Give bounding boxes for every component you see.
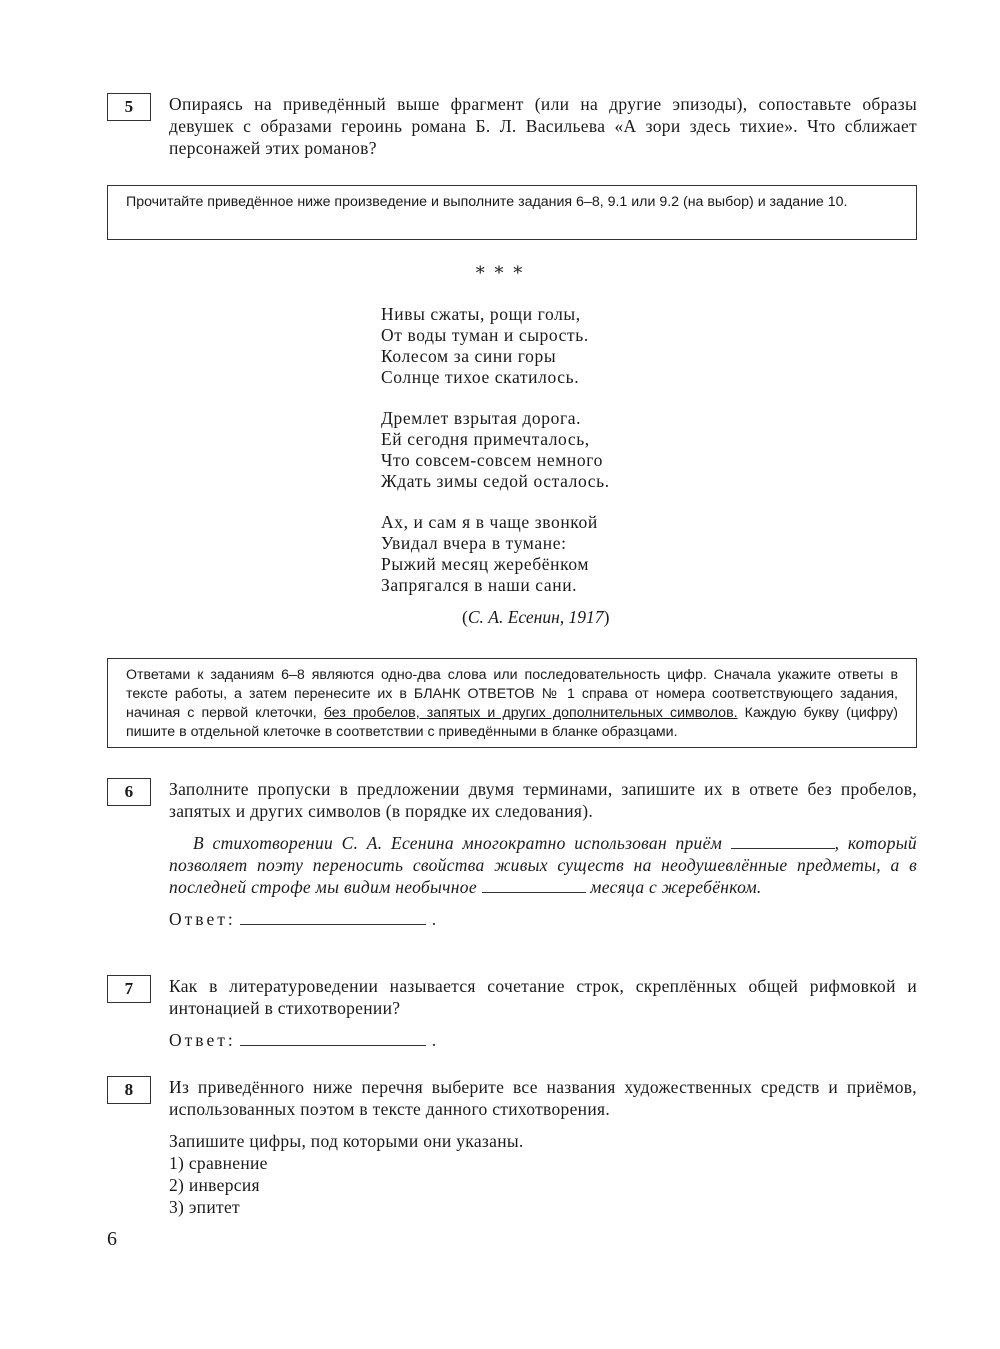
sentence-part: В стихотворении С. А. Есенина многократно использован приём (193, 833, 723, 853)
answer-row: Ответ: . (169, 909, 440, 929)
sentence-part: , который позволяет поэту переносить свойства живых существ на неодушевлённые предметы, а в последней строфе мы видим необычное (169, 833, 917, 897)
task-7 (107, 975, 917, 1051)
task-number-box: 6 (107, 778, 151, 806)
poem-stanza (381, 512, 610, 596)
task-8-subtext: Запишите цифры, под которыми они указаны. (169, 1131, 524, 1151)
task-5 (107, 93, 917, 159)
task-6-text: Заполните пропуски в предложении двумя терминами, запишите их в ответе без пробелов, запятых и других символов (в порядке их следования). (169, 779, 917, 821)
task-5-text: Опираясь на приведённый выше фрагмент (или на другие эпизоды), сопоставьте образы девушек с образами героинь романа Б. Л. Васильева «А зори здесь тихие». Что сближает персонажей этих романов? (169, 94, 917, 158)
answer-row: Ответ: . (169, 1030, 440, 1050)
options-list (169, 1152, 917, 1218)
task-number-box: 7 (107, 975, 151, 1003)
poem-line: От воды туман и сырость. (381, 325, 589, 345)
poem-line: Ждать зимы седой осталось. (381, 471, 610, 491)
instruction-text: Прочитайте приведённое ниже произведение и выполните задания 6–8, 9.1 или 9.2 (на выбор) и задание 10. (126, 194, 848, 210)
instruction-text-part1: Ответами к заданиям 6–8 являются одно-два слова или последовательность цифр. Сначала укажите ответы в тексте работы, а затем перенесите их в БЛАНК ОТВЕТОВ № 1 справа от номера соответствующего задания, начиная с первой клеточки, (126, 667, 898, 721)
sentence-part: месяца с жеребёнком. (590, 877, 762, 897)
option-item: 3) эпитет (169, 1197, 240, 1217)
task-6 (107, 778, 917, 930)
gap-blank-2[interactable] (482, 878, 586, 893)
task-8 (107, 1076, 917, 1218)
answer-label: Ответ: (169, 1030, 236, 1050)
task-7-text: Как в литературоведении называется сочетание строк, скреплённых общей рифмовкой и интонацией в стихотворении? (169, 976, 917, 1018)
poem-line: Рыжий месяц жеребёнком (381, 554, 590, 574)
poem-author: (С. А. Есенин, 1917) (462, 607, 610, 627)
poem-line: Солнце тихое скатилось. (381, 367, 580, 387)
poem-line: Что совсем-совсем немного (381, 450, 603, 470)
poem-stanza (381, 304, 610, 388)
poem (381, 304, 610, 616)
poem-line: Ах, и сам я в чаще звонкой (381, 512, 598, 532)
poem-line: Ей сегодня примечталось, (381, 429, 590, 449)
task-8-text: Из приведённого ниже перечня выберите все названия художественных средств и приёмов, использованных поэтом в тексте данного стихотворения. (169, 1077, 917, 1119)
instruction-box-1 (107, 185, 917, 240)
poem-line: Запрягался в наши сани. (381, 575, 578, 595)
option-item: 1) сравнение (169, 1153, 268, 1173)
task-6-gap-sentence (169, 832, 917, 898)
task-number-box: 5 (107, 93, 151, 121)
instruction-box-2 (107, 658, 917, 748)
poem-line: Нивы сжаты, рощи голы, (381, 304, 581, 324)
answer-label: Ответ: (169, 909, 236, 929)
answer-field[interactable] (240, 910, 426, 925)
option-item: 2) инверсия (169, 1175, 260, 1195)
instruction-text-part2: Каждую букву (цифру) пишите в отдельной клеточке в соответствии с приведёнными в бланке образцами. (126, 705, 899, 740)
page-number: 6 (107, 1228, 117, 1250)
poem-line: Дремлет взрытая дорога. (381, 408, 582, 428)
poem-stanza (381, 408, 610, 492)
poem-title-asterisks: * * * (475, 263, 525, 284)
gap-blank-1[interactable] (731, 834, 835, 849)
task-number-box: 8 (107, 1076, 151, 1104)
answer-field[interactable] (240, 1031, 426, 1046)
poem-line: Увидал вчера в тумане: (381, 533, 567, 553)
instruction-underlined: без пробелов, запятых и других дополнительных символов. (323, 705, 738, 721)
poem-line: Колесом за сини горы (381, 346, 557, 366)
author-name: С. А. Есенин, 1917 (467, 607, 604, 627)
